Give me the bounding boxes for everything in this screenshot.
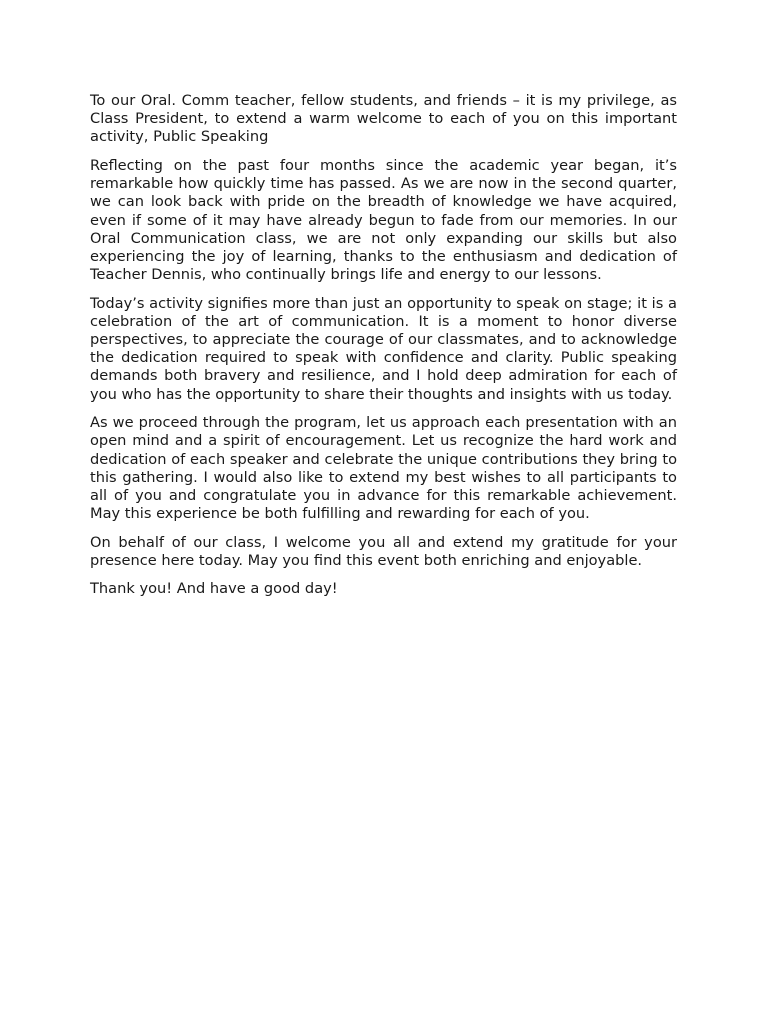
document-body bbox=[90, 92, 677, 609]
paragraph-closing: Thank you! And have a good day! bbox=[90, 580, 338, 598]
paragraph-opening: To our Oral. Comm teacher, fellow students, and friends – it is my privilege, as Class President, to extend a warm welcome to each of you on this important activity, Public Speaking bbox=[90, 92, 677, 146]
paragraph-activity: Today’s activity signifies more than just an opportunity to speak on stage; it is a celebration of the art of communication. It is a moment to honor diverse perspectives, to appreciate the courage of our classmates, and to acknowledge the dedication required to speak with confidence and clarity. Public speaking demands both bravery and resilience, and I hold deep admiration for each of you who has the opportunity to share their thoughts and insights with us today. bbox=[90, 294, 677, 403]
paragraph-program: As we proceed through the program, let us approach each presentation with an open mind and a spirit of encouragement. Let us recognize the hard work and dedication of each speaker and celebrate the unique contributions they bring to this gathering. I would also like to extend my best wishes to all participants to all of you and congratulate you in advance for this remarkable achievement. May this experience be both fulfilling and rewarding for each of you. bbox=[90, 414, 677, 523]
paragraph-reflection: Reflecting on the past four months since the academic year began, it’s remarkable how quickly time has passed. As we are now in the second quarter, we can look back with pride on the breadth of knowledge we have acquired, even if some of it may have already begun to fade from our memories. In our Oral Communication class, we are not only expanding our skills but also experiencing the joy of learning, thanks to the enthusiasm and dedication of Teacher Dennis, who continually brings life and energy to our lessons. bbox=[90, 156, 677, 284]
paragraph-gratitude: On behalf of our class, I welcome you all and extend my gratitude for your presence here today. May you find this event both enriching and enjoyable. bbox=[90, 533, 677, 569]
